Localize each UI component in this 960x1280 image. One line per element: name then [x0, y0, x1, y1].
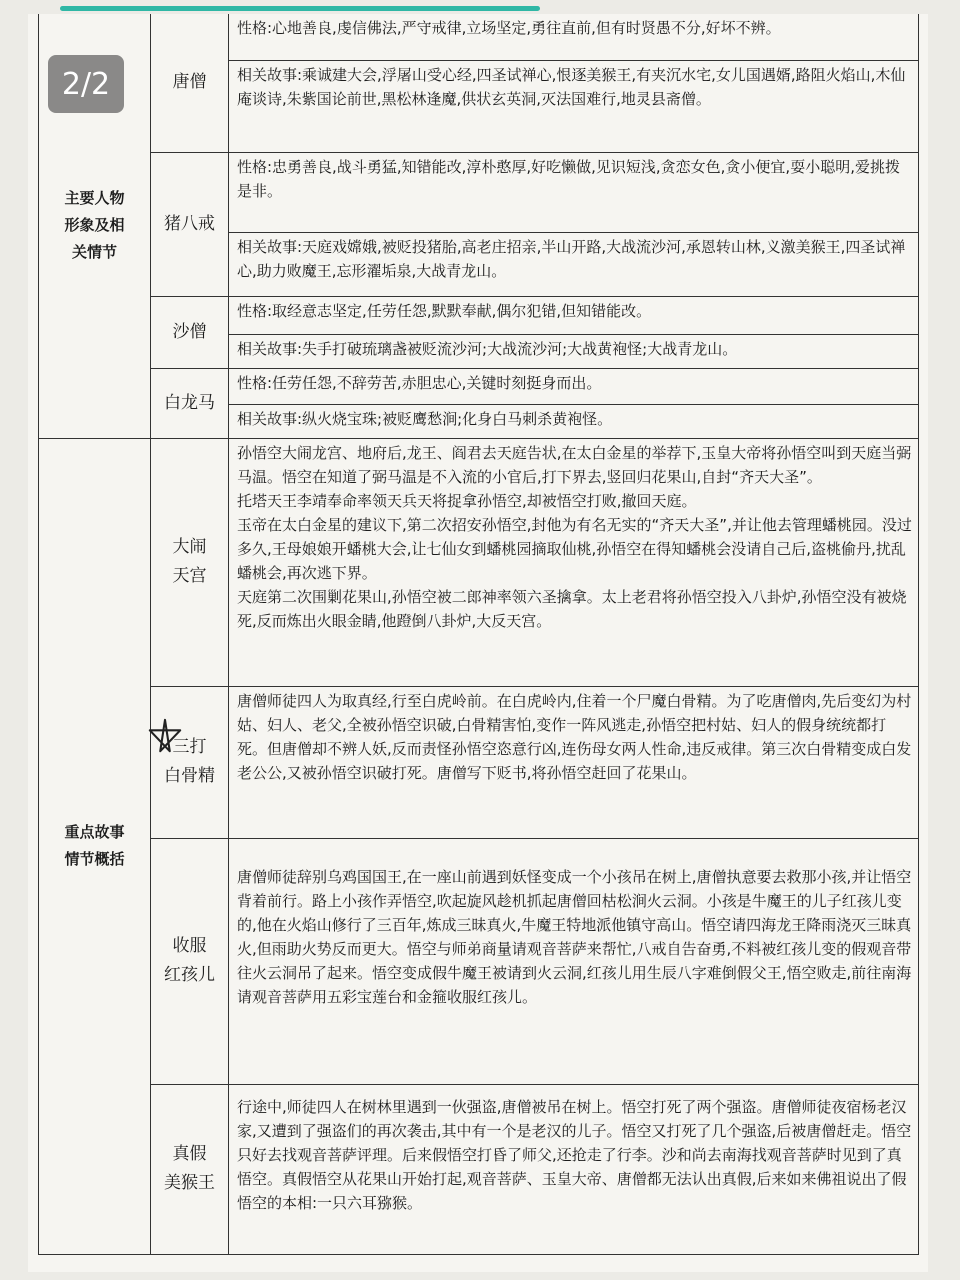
document-page	[28, 14, 928, 1272]
story-paragraph: 唐僧师徒四人为取真经,行至白虎岭前。在白虎岭内,住着一个尸魔白骨精。为了吃唐僧肉,先后变幻为村姑、妇人、老父,全被孙悟空识破,白骨精害怕,变作一阵风逃走,孙悟空把村姑、妇人的假身统统都打死。但唐僧却不辨人妖,反而责怪孙悟空恣意行凶,连伤母女两人性命,违反戒律。第三次白骨精变成白发老公公,又被孙悟空识破打死。唐僧写下贬书,将孙悟空赶回了花果山。	[237, 691, 912, 782]
story-title: 收服 红孩儿	[151, 838, 229, 1084]
character-traits: 性格:心地善良,虔信佛法,严守戒律,立场坚定,勇往直前,但有时贤愚不分,好坏不辨。	[229, 14, 919, 60]
story-title: 三打 白骨精	[151, 686, 229, 838]
star-mark-icon	[146, 717, 184, 755]
story-paragraph: 玉帝在太白金星的建议下,第二次招安孙悟空,封他为有名无实的“齐天大圣”,并让他去管理蟠桃园。没过多久,王母娘娘开蟠桃大会,让七仙女到蟠桃园摘取仙桃,孙悟空在得知蟠桃会没请自己后,盗桃偷丹,扰乱蟠桃会,再次逃下界。	[237, 515, 912, 582]
story-paragraph: 行途中,师徒四人在树林里遇到一伙强盗,唐僧被吊在树上。悟空打死了两个强盗。唐僧师徒夜宿杨老汉家,又遭到了强盗们的再次袭击,其中有一个是老汉的儿子。悟空又打死了几个强盗,后被唐僧赶走。悟空只好去找观音菩萨评理。后来假悟空打昏了师父,还抢走了行李。沙和尚去南海找观音菩萨时见到了真悟空。真假悟空从花果山开始打起,观音菩萨、玉皇大帝、唐僧都无法认出真假,后来如来佛祖说出了假悟空的本相:一只六耳猕猴。	[237, 1097, 912, 1212]
section-label-characters: 主要人物 形象及相 关情节	[39, 14, 151, 438]
table-row	[39, 438, 919, 686]
character-traits: 性格:任劳任怨,不辞劳苦,赤胆忠心,关键时刻挺身而出。	[229, 368, 919, 404]
table-row	[39, 686, 919, 838]
page-indicator-badge	[48, 55, 124, 113]
story-summary	[229, 838, 919, 1084]
character-stories: 相关故事:天庭戏嫦娥,被贬投猪胎,高老庄招亲,半山开路,大战流沙河,承恩转山林,义激美猴王,四圣试禅心,助力败魔王,忘形濯垢泉,大战青龙山。	[229, 232, 919, 296]
story-summary	[229, 1084, 919, 1254]
story-paragraph: 天庭第二次围剿花果山,孙悟空被二郎神率领六圣擒拿。太上老君将孙悟空投入八卦炉,孙悟空没有被烧死,反而炼出火眼金睛,他蹬倒八卦炉,大反天宫。	[237, 587, 907, 630]
table-row	[39, 14, 919, 60]
story-summary	[229, 686, 919, 838]
table-row	[39, 838, 919, 1084]
character-stories: 相关故事:失手打破琉璃盏被贬流沙河;大战流沙河;大战黄袍怪;大战青龙山。	[229, 334, 919, 368]
story-paragraph: 托塔天王李靖奉命率领天兵天将捉拿孙悟空,却被悟空打败,撤回天庭。	[237, 491, 697, 510]
character-name: 唐僧	[151, 14, 229, 152]
character-stories: 相关故事:纵火烧宝珠;被贬鹰愁涧;化身白马刺杀黄袍怪。	[229, 404, 919, 438]
summary-table	[38, 14, 919, 1255]
character-traits: 性格:取经意志坚定,任劳任怨,默默奉献,偶尔犯错,但知错能改。	[229, 296, 919, 334]
character-traits: 性格:忠勇善良,战斗勇猛,知错能改,淳朴憨厚,好吃懒做,见识短浅,贪恋女色,贪小便宜,耍小聪明,爱挑拨是非。	[229, 152, 919, 232]
story-title: 真假 美猴王	[151, 1084, 229, 1254]
story-title: 大闹 天宫	[151, 438, 229, 686]
story-summary	[229, 438, 919, 686]
scroll-progress-bar	[60, 6, 540, 11]
table-row	[39, 1084, 919, 1254]
section-label-stories: 重点故事 情节概括	[39, 438, 151, 1254]
page-indicator: 2/2	[61, 66, 111, 102]
character-name: 白龙马	[151, 368, 229, 438]
story-paragraph: 唐僧师徒辞别乌鸡国国王,在一座山前遇到妖怪变成一个小孩吊在树上,唐僧执意要去救那小孩,并让悟空背着前行。路上小孩作弄悟空,吹起旋风趁机抓起唐僧回枯松涧火云洞。小孩是牛魔王的儿子红孩儿变的,他在火焰山修行了三百年,炼成三昧真火,牛魔王特地派他镇守高山。悟空请四海龙王降雨浇灭三昧真火,但雨助火势反而更大。悟空与师弟商量请观音菩萨来帮忙,八戒自告奋勇,不料被红孩儿变的假观音带往火云洞吊了起来。悟空变成假牛魔王被请到火云洞,红孩儿用生辰八字难倒假父王,悟空败走,前往南海请观音菩萨用五彩宝莲台和金箍收服红孩儿。	[237, 867, 912, 1006]
table-row	[39, 152, 919, 232]
character-stories: 相关故事:乘诚建大会,浮屠山受心经,四圣试禅心,恨逐美猴王,有夹沉水宅,女儿国遇婿,路阻火焰山,木仙庵谈诗,朱紫国论前世,黑松林逢魔,供状玄英洞,灭法国难行,地灵县斋僧。	[229, 60, 919, 152]
character-name: 猪八戒	[151, 152, 229, 296]
table-row	[39, 368, 919, 404]
table-row	[39, 296, 919, 334]
character-name: 沙僧	[151, 296, 229, 368]
story-paragraph: 孙悟空大闹龙宫、地府后,龙王、阎君去天庭告状,在太白金星的举荐下,玉皇大帝将孙悟空叫到天庭当弼马温。悟空在知道了弼马温是不入流的小官后,打下界去,竖回归花果山,自封“齐天大圣”。	[237, 443, 912, 486]
